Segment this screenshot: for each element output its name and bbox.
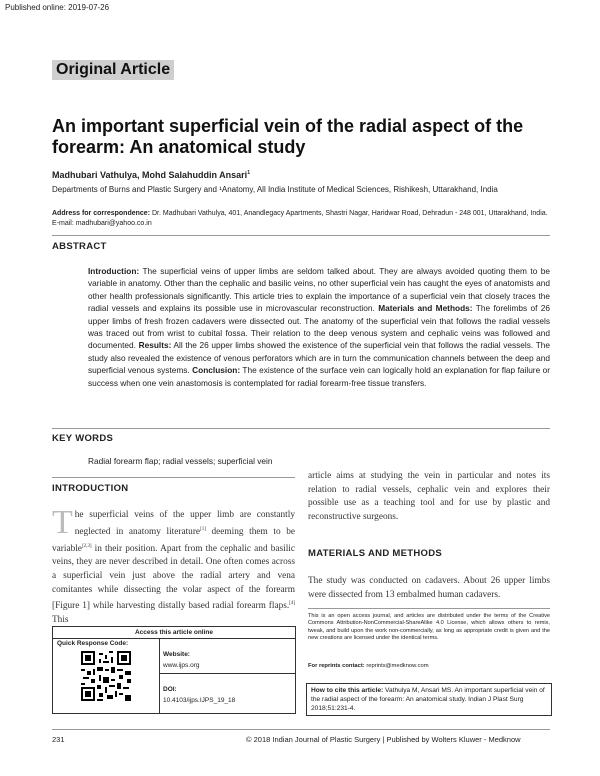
qr-cell (53, 639, 160, 713)
divider (52, 235, 550, 236)
correspondence (52, 209, 552, 229)
cite-text: Vathulya M, Ansari MS. An important superficial vein of the radial aspect of the forearm: An anatomical study. Indian J Plast Surg 2018;51:231-4. (311, 687, 545, 712)
published-date: Published online: 2019-07-26 (5, 3, 110, 12)
keywords-heading: KEY WORDS (52, 433, 114, 444)
authors (52, 170, 250, 180)
correspondence-label: Address for correspondence: (52, 210, 151, 217)
column2-text: article aims at studying the vein in particular and notes its relation to radial vessels, cephalic vein and explores their possible use as a teaching tool and for use by plastic and reconstructive surgeons. (308, 471, 550, 523)
doi-label: DOI: (163, 686, 177, 693)
divider (52, 428, 550, 429)
abstract-conclusion: The existence of the surface vein can logically hold an explanation for flap failure or success when one vein anastomosis is contemplated for radial forearm-free tissue transfers. (88, 365, 550, 388)
access-box (52, 626, 296, 714)
author-sup: 1 (247, 170, 250, 176)
abstract-intro: The superficial veins of upper limbs are seldom talked about. They are always avoided quoting them to be variable in anatomy. Other than the cephalic and basilic veins, no other superficial vein has caught the eyes of anatomists and other health professionals significantly. This article tries to explain the importance of a superficial vein that closely traces the radial vessels and explains its possible use in microvascular reconstruction. (88, 266, 550, 314)
intro-p2: deeming them to be variable (52, 526, 295, 554)
intro-p4: This (52, 615, 69, 626)
doi-cell (160, 674, 295, 713)
drop-cap: T (52, 504, 73, 541)
article-type-tag: Original Article (52, 60, 174, 80)
intro-body (52, 504, 295, 628)
intro-heading: INTRODUCTION (52, 483, 129, 494)
qr-label: Quick Response Code: (57, 640, 129, 647)
methods-text: The study was conducted on cadavers. About 26 upper limbs were dissected from 13 embalmed human cadavers. (308, 576, 550, 600)
ref-1: [1] (200, 526, 206, 532)
authors-text: Madhubari Vathulya, Mohd Salahuddin Ansari (52, 170, 248, 180)
page-number: 231 (52, 735, 65, 744)
cite-label: How to cite this article: (311, 687, 384, 694)
abstract-intro-label: Introduction: (88, 266, 140, 276)
correspondence-text: Dr. Madhubari Vathulya, 401, Anandlegacy Apartments, Shastri Nagar, Haridwar Road, Dehradun - 248 001, Uttarakhand, India. E-mail: madhubari@yahoo.co.in (52, 210, 548, 227)
affiliation: Departments of Burns and Plastic Surgery and ¹Anatomy, All India Institute of Medical Sciences, Rishikesh, Uttarakhand, India (52, 185, 498, 194)
abstract-methods-label: Materials and Methods: (378, 303, 473, 314)
footer-divider (52, 729, 550, 730)
divider (52, 477, 295, 478)
website-link[interactable]: www.ijps.org (163, 662, 200, 669)
cite-box (306, 683, 552, 716)
doi-link[interactable]: 10.4103/ijps.IJPS_19_18 (163, 697, 236, 704)
intro-p3: in their position. Apart from the cephalic and basilic veins, they are never described in detail. One often comes across a superficial vein just above the radial artery and vena comitantes while dissecting the volar aspect of the forearm [Figure 1] while harvesting distally based radial forearm flaps. (52, 543, 295, 612)
abstract-results: All the 26 upper limbs showed the existence of the superficial vein that follows the radial vessels. The study also revealed the existence of venous perforators which are in turn the communication channels between the deep and superficial venous systems. (88, 340, 550, 376)
open-access-note: This is an open access journal, and articles are distributed under the terms of the Creative Commons Attribution-NonCommercial-ShareAlike 4.0 License, which allows others to remix, tweak, and build upon the work non-commercially, as long as appropriate credit is given and the new creations are licensed under the identical terms. (308, 608, 550, 642)
qr-code-icon[interactable] (81, 651, 131, 701)
abstract-methods: The forelimbs of 26 upper limbs of fresh frozen cadavers were dissected out. The anatomy of the superficial vein that follows the radial vessels was traced out from wrist to cubital fossa. Their relation to the deep venous system and cephalic veins was followed and documented. (88, 303, 551, 351)
reprints (308, 663, 550, 669)
ref-2: [2,3] (81, 543, 92, 549)
reprints-label: For reprints contact: (308, 663, 365, 669)
abstract-heading: ABSTRACT (52, 241, 107, 252)
intro-p1: he superficial veins of the upper limb are constantly neglected in anatomy literature (74, 510, 295, 537)
abstract-results-label: Results: (138, 340, 172, 351)
methods-heading: MATERIALS AND METHODS (308, 548, 443, 559)
abstract-body (88, 265, 550, 389)
access-heading: Access this article online (53, 627, 295, 639)
reprints-email: reprints@medknow.com (366, 663, 429, 669)
article-title: An important superficial vein of the radial aspect of the forearm: An anatomical study (52, 116, 524, 157)
website-label: Website: (163, 651, 190, 658)
abstract-conclusion-label: Conclusion: (192, 365, 241, 376)
footer-text: © 2018 Indian Journal of Plastic Surgery | Published by Wolters Kluwer - Medknow (246, 735, 521, 744)
ref-3: [4] (289, 601, 295, 607)
keywords: Radial forearm flap; radial vessels; superficial vein (88, 456, 273, 466)
website-cell (160, 639, 295, 674)
